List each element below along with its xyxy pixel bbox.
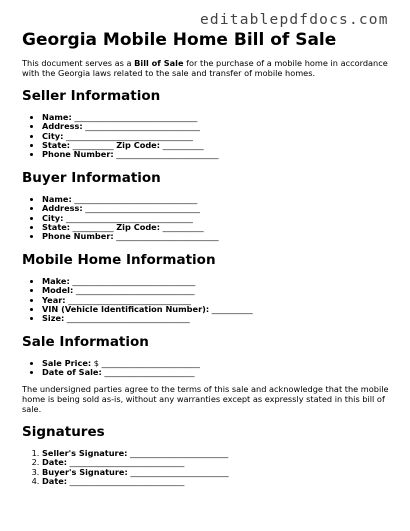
seller-address-label: Address: bbox=[42, 121, 83, 132]
model-field[interactable]: _____________________________ bbox=[75, 285, 195, 296]
buyer-city-field[interactable]: _______________________________ bbox=[65, 212, 193, 223]
sale-list bbox=[22, 359, 410, 378]
seller-city-field[interactable]: _______________________________ bbox=[65, 130, 193, 141]
buyer-name-label: Name: bbox=[42, 194, 72, 204]
buyer-zip-field[interactable]: __________ bbox=[160, 221, 204, 232]
watermark: editablepdfdocs.com bbox=[200, 12, 389, 28]
seller-heading: Seller Information bbox=[22, 88, 161, 104]
make-label: Make: bbox=[42, 276, 70, 286]
buyer-phone-label: Phone Number: bbox=[42, 231, 114, 242]
model-label: Model: bbox=[42, 285, 74, 296]
seller-signature-label: Seller's Signature: bbox=[42, 448, 128, 458]
buyer-zip-label: Zip Code: bbox=[116, 221, 161, 232]
buyer-address-field[interactable]: ____________________________ bbox=[85, 203, 200, 214]
buyer-signature-field[interactable]: ________________________ bbox=[127, 466, 229, 477]
buyer-address-label: Address: bbox=[42, 203, 83, 214]
seller-phone-field[interactable]: _________________________ bbox=[113, 149, 219, 160]
sale-date-label: Date of Sale: bbox=[42, 367, 102, 378]
vin-label: VIN (Vehicle Identification Number): bbox=[42, 303, 210, 314]
seller-phone-item bbox=[42, 150, 410, 159]
seller-zip-label: Zip Code: bbox=[116, 139, 161, 150]
document-title: Georgia Mobile Home Bill of Sale bbox=[22, 30, 337, 50]
year-label: Year: bbox=[42, 294, 66, 305]
buyer-list bbox=[22, 195, 410, 241]
seller-state-label: State: bbox=[42, 139, 71, 150]
intro-bold-term: Bill of Sale bbox=[134, 58, 184, 68]
sale-price-label: Sale Price: bbox=[42, 358, 92, 368]
seller-date-label: Date: bbox=[42, 457, 68, 468]
buyer-state-label: State: bbox=[42, 221, 71, 232]
buyer-date-label: Date: bbox=[42, 475, 68, 486]
intro-paragraph bbox=[22, 58, 394, 78]
buyer-date-field[interactable]: ____________________________ bbox=[67, 475, 185, 486]
size-label: Size: bbox=[42, 313, 65, 324]
intro-text-after: for the purchase of a mobile home in accordance with the Georgia laws related to the sale and transfer of mobile homes. bbox=[22, 58, 388, 78]
mobile-home-heading: Mobile Home Information bbox=[22, 252, 216, 268]
seller-phone-label: Phone Number: bbox=[42, 149, 114, 160]
seller-state-field[interactable]: __________ bbox=[70, 139, 117, 150]
seller-list bbox=[22, 113, 410, 159]
signatures-heading: Signatures bbox=[22, 424, 105, 440]
buyer-date-item bbox=[42, 477, 410, 486]
size-field[interactable]: ______________________________ bbox=[66, 313, 190, 324]
sale-date-item bbox=[42, 368, 410, 377]
vin-field[interactable]: __________ bbox=[209, 303, 253, 314]
buyer-signature-label: Buyer's Signature: bbox=[42, 466, 128, 477]
buyer-phone-item bbox=[42, 232, 410, 241]
buyer-city-label: City: bbox=[42, 212, 64, 223]
mobile-home-list bbox=[22, 277, 410, 323]
intro-text-before: This document serves as a bbox=[22, 58, 135, 68]
year-field[interactable]: ______________________________ bbox=[68, 294, 191, 305]
buyer-name-field[interactable]: ______________________________ bbox=[74, 194, 198, 204]
sale-price-field[interactable]: $ ________________________ bbox=[91, 358, 200, 368]
seller-name-field[interactable]: ______________________________ bbox=[74, 112, 198, 122]
buyer-phone-field[interactable]: _________________________ bbox=[113, 231, 219, 242]
sale-date-field[interactable]: ______________________ bbox=[104, 367, 195, 378]
seller-address-field[interactable]: ____________________________ bbox=[85, 121, 200, 132]
seller-city-label: City: bbox=[42, 130, 64, 141]
agreement-paragraph: The undersigned parties agree to the terms of this sale and acknowledge that the mobile home is being sold as-is, without any warranties except as expressly stated in this bill of sale. bbox=[22, 384, 389, 414]
seller-date-field[interactable]: ____________________________ bbox=[67, 457, 185, 468]
seller-zip-field[interactable]: __________ bbox=[160, 139, 204, 150]
size-item bbox=[42, 314, 410, 323]
seller-signature-field[interactable]: ________________________ bbox=[127, 448, 229, 458]
seller-name-label: Name: bbox=[42, 112, 72, 122]
make-field[interactable]: ______________________________ bbox=[72, 276, 196, 286]
signatures-list bbox=[22, 449, 410, 486]
sale-heading: Sale Information bbox=[22, 334, 149, 350]
buyer-state-field[interactable]: __________ bbox=[70, 221, 117, 232]
buyer-heading: Buyer Information bbox=[22, 170, 161, 186]
